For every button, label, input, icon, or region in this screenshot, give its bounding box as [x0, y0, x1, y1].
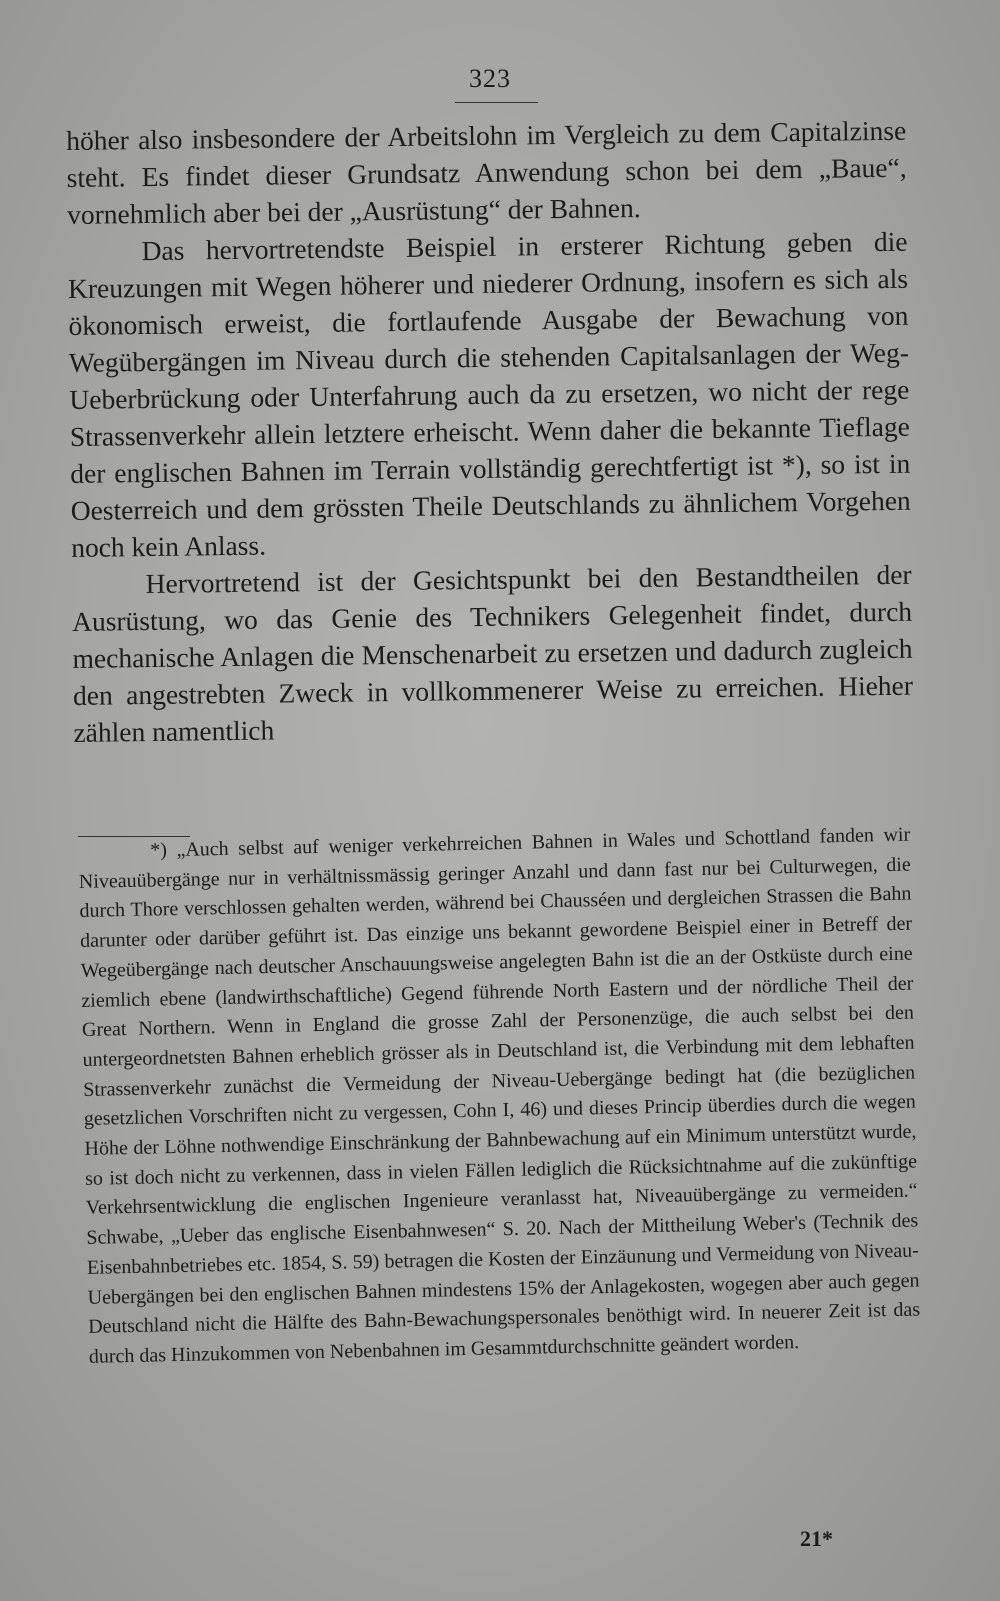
paragraph-2: Das hervortretendste Beispiel in ersterer Richtung geben die Kreuzungen mit Wegen höherer und niederer Ordnung, insofern es sich als ökonomisch erweist, die fortlaufende Ausgabe der Bewachung von Wegübergängen im Niveau durch die stehenden Capitalsanlagen der Weg-Ueberbrückung oder Unterfahrung auch da zu ersetzen, wo nicht der rege Strassenverkehr allein letztere erheischt. Wenn daher die bekannte Tieflage der englischen Bahnen im Terrain vollständig gerechtfertigt ist *), so ist in Oesterreich und dem grössten Theile Deutschlands zu ähnlichem Vorgehen noch kein Anlass.: [67, 225, 911, 563]
header-rule: [455, 102, 538, 103]
paragraph-1: höher also insbesondere der Arbeitslohn im Vergleich zu dem Capitalzinse steht. Es findet dieser Grundsatz Anwendung schon bei dem „Baue“, vornehmlich aber bei der „Ausrüstung“ der Bahnen.: [66, 114, 907, 230]
main-text: [66, 112, 914, 751]
signature-mark: 21*: [800, 1526, 833, 1551]
footnote: [78, 821, 921, 1373]
footnote-text: *) „Auch selbst auf weniger verkehrreichen Bahnen in Wales und Schottland fanden wir Niveauübergänge nur in verhältnissmässig geringer Anzahl und dann fast nur bei Culturwegen, die durch Thore verschlossen gehalten werden, während bei Chausséen und dergleichen Strassen die Bahn darunter oder darüber geführt ist. Das einzige uns bekannt gewordene Beispiel einer in Betreff der Wegeübergänge nach deutscher Anschauungsweise angelegten Bahn ist die an der Ostküste durch eine ziemlich ebene (landwirthschaftliche) Gegend führende North Eastern und der nördliche Theil der Great Northern. Wenn in England die grosse Zahl der Personenzüge, die auch selbst bei den untergeordnetsten Bahnen erheblich grösser als in Deutschland ist, die Verbindung mit dem lebhaften Strassenverkehr zunächst die Vermeidung der Niveau-Uebergänge bedingt hat (die bezüglichen gesetzlichen Vorschriften nicht zu vergessen, Cohn I, 46) und dieses Princip überdies durch die wegen Höhe der Löhne nothwendige Einschränkung der Bahnbewachung auf ein Minimum unterstützt wurde, so ist doch nicht zu verkennen, dass in vielen Fällen lediglich die Rücksichtnahme auf die zukünftige Verkehrsentwicklung die englischen Ingenieure veranlasst hat, Niveauübergänge zu vermeiden.“ Schwabe, „Ueber das englische Eisenbahnwesen“ S. 20. Nach der Mittheilung Weber's (Technik des Eisenbahnbetriebes etc. 1854, S. 59) betragen die Kosten der Einzäunung und Vermeidung von Niveau-Uebergängen bei den englischen Bahnen mindestens 15% der Anlagekosten, wogegen aber auch gegen Deutschland nicht die Hälfte des Bahn-Bewachungspersonales benöthigt wird. In neuerer Zeit ist das durch das Hinzukommen von Nebenbahnen im Gesammtdurchschnitte geändert worden.: [78, 823, 921, 1368]
paragraph-3: Hervortretend ist der Gesichtspunkt bei den Bestandtheilen der Ausrüstung, wo das Genie des Technikers Gelegenheit findet, durch mechanische Anlagen die Menschenarbeit zu ersetzen und dadurch zugleich den angestrebten Zweck in vollkommenerer Weise zu erreichen. Hieher zählen namentlich: [71, 558, 914, 748]
page-number: 323: [469, 64, 511, 93]
